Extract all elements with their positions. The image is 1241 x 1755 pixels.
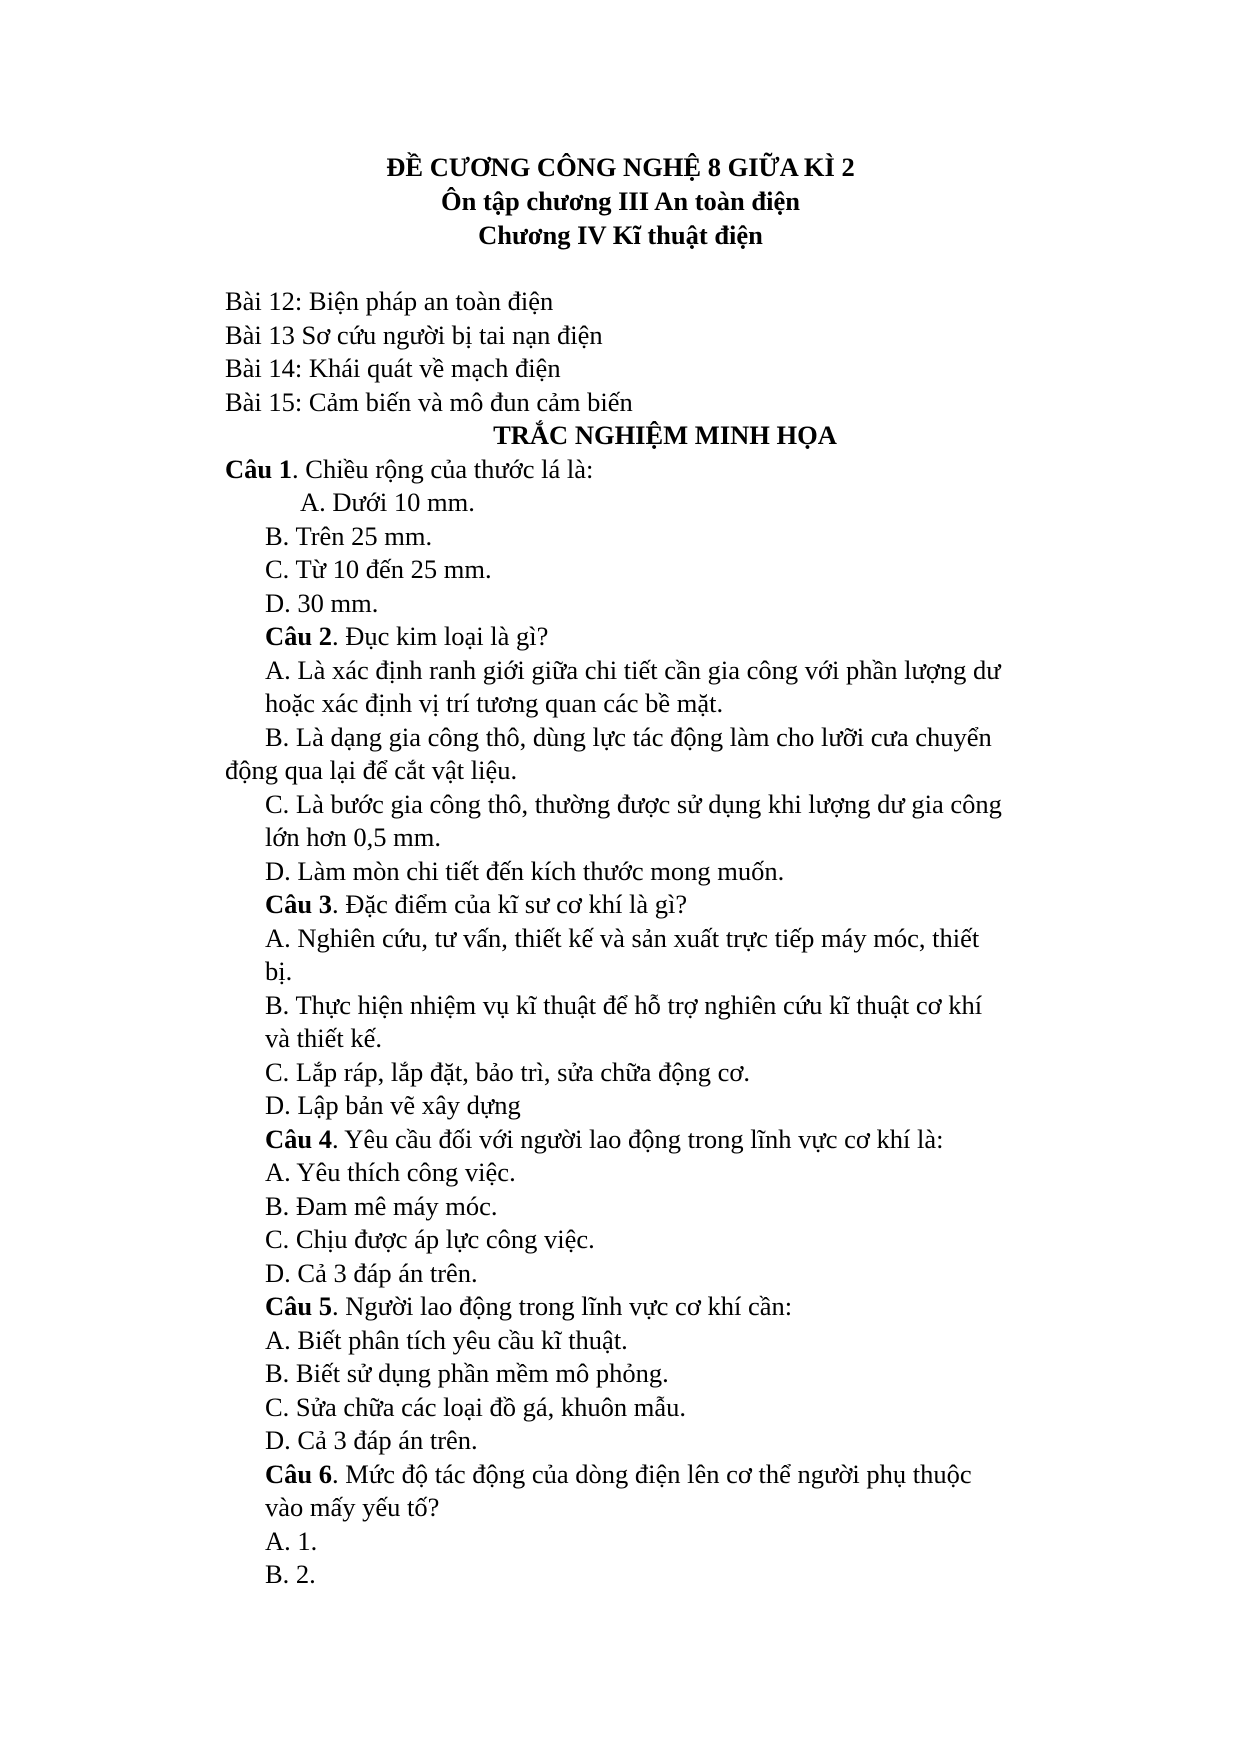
- question-text: . Mức độ tác động của dòng điện lên cơ thể người phụ thuộc: [332, 1458, 972, 1489]
- main-title: ĐỀ CƯƠNG CÔNG NGHỆ 8 GIỮA KÌ 2: [386, 152, 855, 182]
- option: C. Là bước gia công thô, thường được sử dụng khi lượng dư gia công: [265, 788, 1002, 819]
- option: D. Cả 3 đáp án trên.: [265, 1257, 478, 1288]
- option: A. Yêu thích công việc.: [265, 1157, 516, 1187]
- question-text: . Yêu cầu đối với người lao động trong lĩnh vực cơ khí là:: [332, 1123, 944, 1154]
- option: B. Đam mê máy móc.: [265, 1190, 498, 1221]
- question-text: . Chiều rộng của thước lá là:: [292, 453, 594, 484]
- question-label: Câu 5: [265, 1291, 333, 1321]
- question-label: Câu 1: [225, 453, 293, 484]
- question-6: [225, 1458, 1105, 1492]
- option: D. Lập bản vẽ xây dựng: [265, 1090, 521, 1120]
- question-text-continued: vào mấy yếu tố?: [265, 1492, 440, 1522]
- question-label: Câu 4: [265, 1123, 333, 1154]
- option-continued: hoặc xác định vị trí tương quan các bề mặt.: [265, 688, 724, 718]
- option: C. Chịu được áp lực công việc.: [265, 1224, 595, 1254]
- option-continued: bị.: [265, 956, 293, 986]
- option: A. 1.: [265, 1525, 318, 1556]
- document-title-block: [0, 150, 1241, 252]
- option: B. Biết sử dụng phần mềm mô phỏng.: [265, 1358, 669, 1388]
- question-5: [225, 1290, 1105, 1324]
- question-3: [225, 888, 1105, 922]
- lesson-item: Bài 15: Cảm biến và mô đun cảm biến: [225, 386, 633, 417]
- option: B. Thực hiện nhiệm vụ kĩ thuật để hỗ trợ nghiên cứu kĩ thuật cơ khí: [265, 989, 983, 1020]
- option: C. Lắp ráp, lắp đặt, bảo trì, sửa chữa động cơ.: [265, 1056, 750, 1087]
- question-label: Câu 6: [265, 1458, 333, 1489]
- option: A. Nghiên cứu, tư vấn, thiết kế và sản xuất trực tiếp máy móc, thiết: [265, 922, 980, 953]
- option: C. Từ 10 đến 25 mm.: [265, 554, 492, 584]
- option: C. Sửa chữa các loại đồ gá, khuôn mẫu.: [265, 1391, 686, 1422]
- option: D. 30 mm.: [265, 587, 379, 618]
- lesson-item: Bài 14: Khái quát về mạch điện: [225, 353, 561, 383]
- subtitle-chapter-4: Chương IV Kĩ thuật điện: [478, 220, 763, 250]
- question-4: [225, 1123, 1105, 1157]
- option: B. Trên 25 mm.: [265, 520, 433, 551]
- question-text: . Người lao động trong lĩnh vực cơ khí cần:: [332, 1291, 793, 1321]
- option: A. Là xác định ranh giới giữa chi tiết cần gia công với phần lượng dư: [265, 654, 1001, 685]
- question-1: [225, 453, 1105, 487]
- option: A. Dưới 10 mm.: [300, 487, 475, 517]
- option-continued: lớn hơn 0,5 mm.: [265, 822, 441, 852]
- option: B. Là dạng gia công thô, dùng lực tác động làm cho lưỡi cưa chuyển: [265, 721, 992, 752]
- option-continued: và thiết kế.: [265, 1023, 382, 1053]
- lesson-item: Bài 13 Sơ cứu người bị tai nạn điện: [225, 319, 603, 350]
- option-continued: động qua lại để cắt vật liệu.: [225, 755, 518, 785]
- question-label: Câu 3: [265, 889, 333, 919]
- option: D. Làm mòn chi tiết đến kích thước mong muốn.: [265, 855, 785, 886]
- option: A. Biết phân tích yêu cầu kĩ thuật.: [265, 1324, 628, 1355]
- document-body: [225, 285, 1105, 1592]
- option: D. Cả 3 đáp án trên.: [265, 1425, 478, 1455]
- lesson-item: Bài 12: Biện pháp an toàn điện: [225, 286, 554, 316]
- subtitle-chapter-3: Ôn tập chương III An toàn điện: [441, 186, 800, 216]
- option: B. 2.: [265, 1559, 316, 1589]
- question-text: . Đặc điểm của kĩ sư cơ khí là gì?: [332, 889, 688, 919]
- question-text: . Đục kim loại là gì?: [332, 621, 549, 651]
- section-heading: TRẮC NGHIỆM MINH HỌA: [493, 420, 837, 450]
- question-2: [225, 620, 1105, 654]
- question-label: Câu 2: [265, 621, 333, 651]
